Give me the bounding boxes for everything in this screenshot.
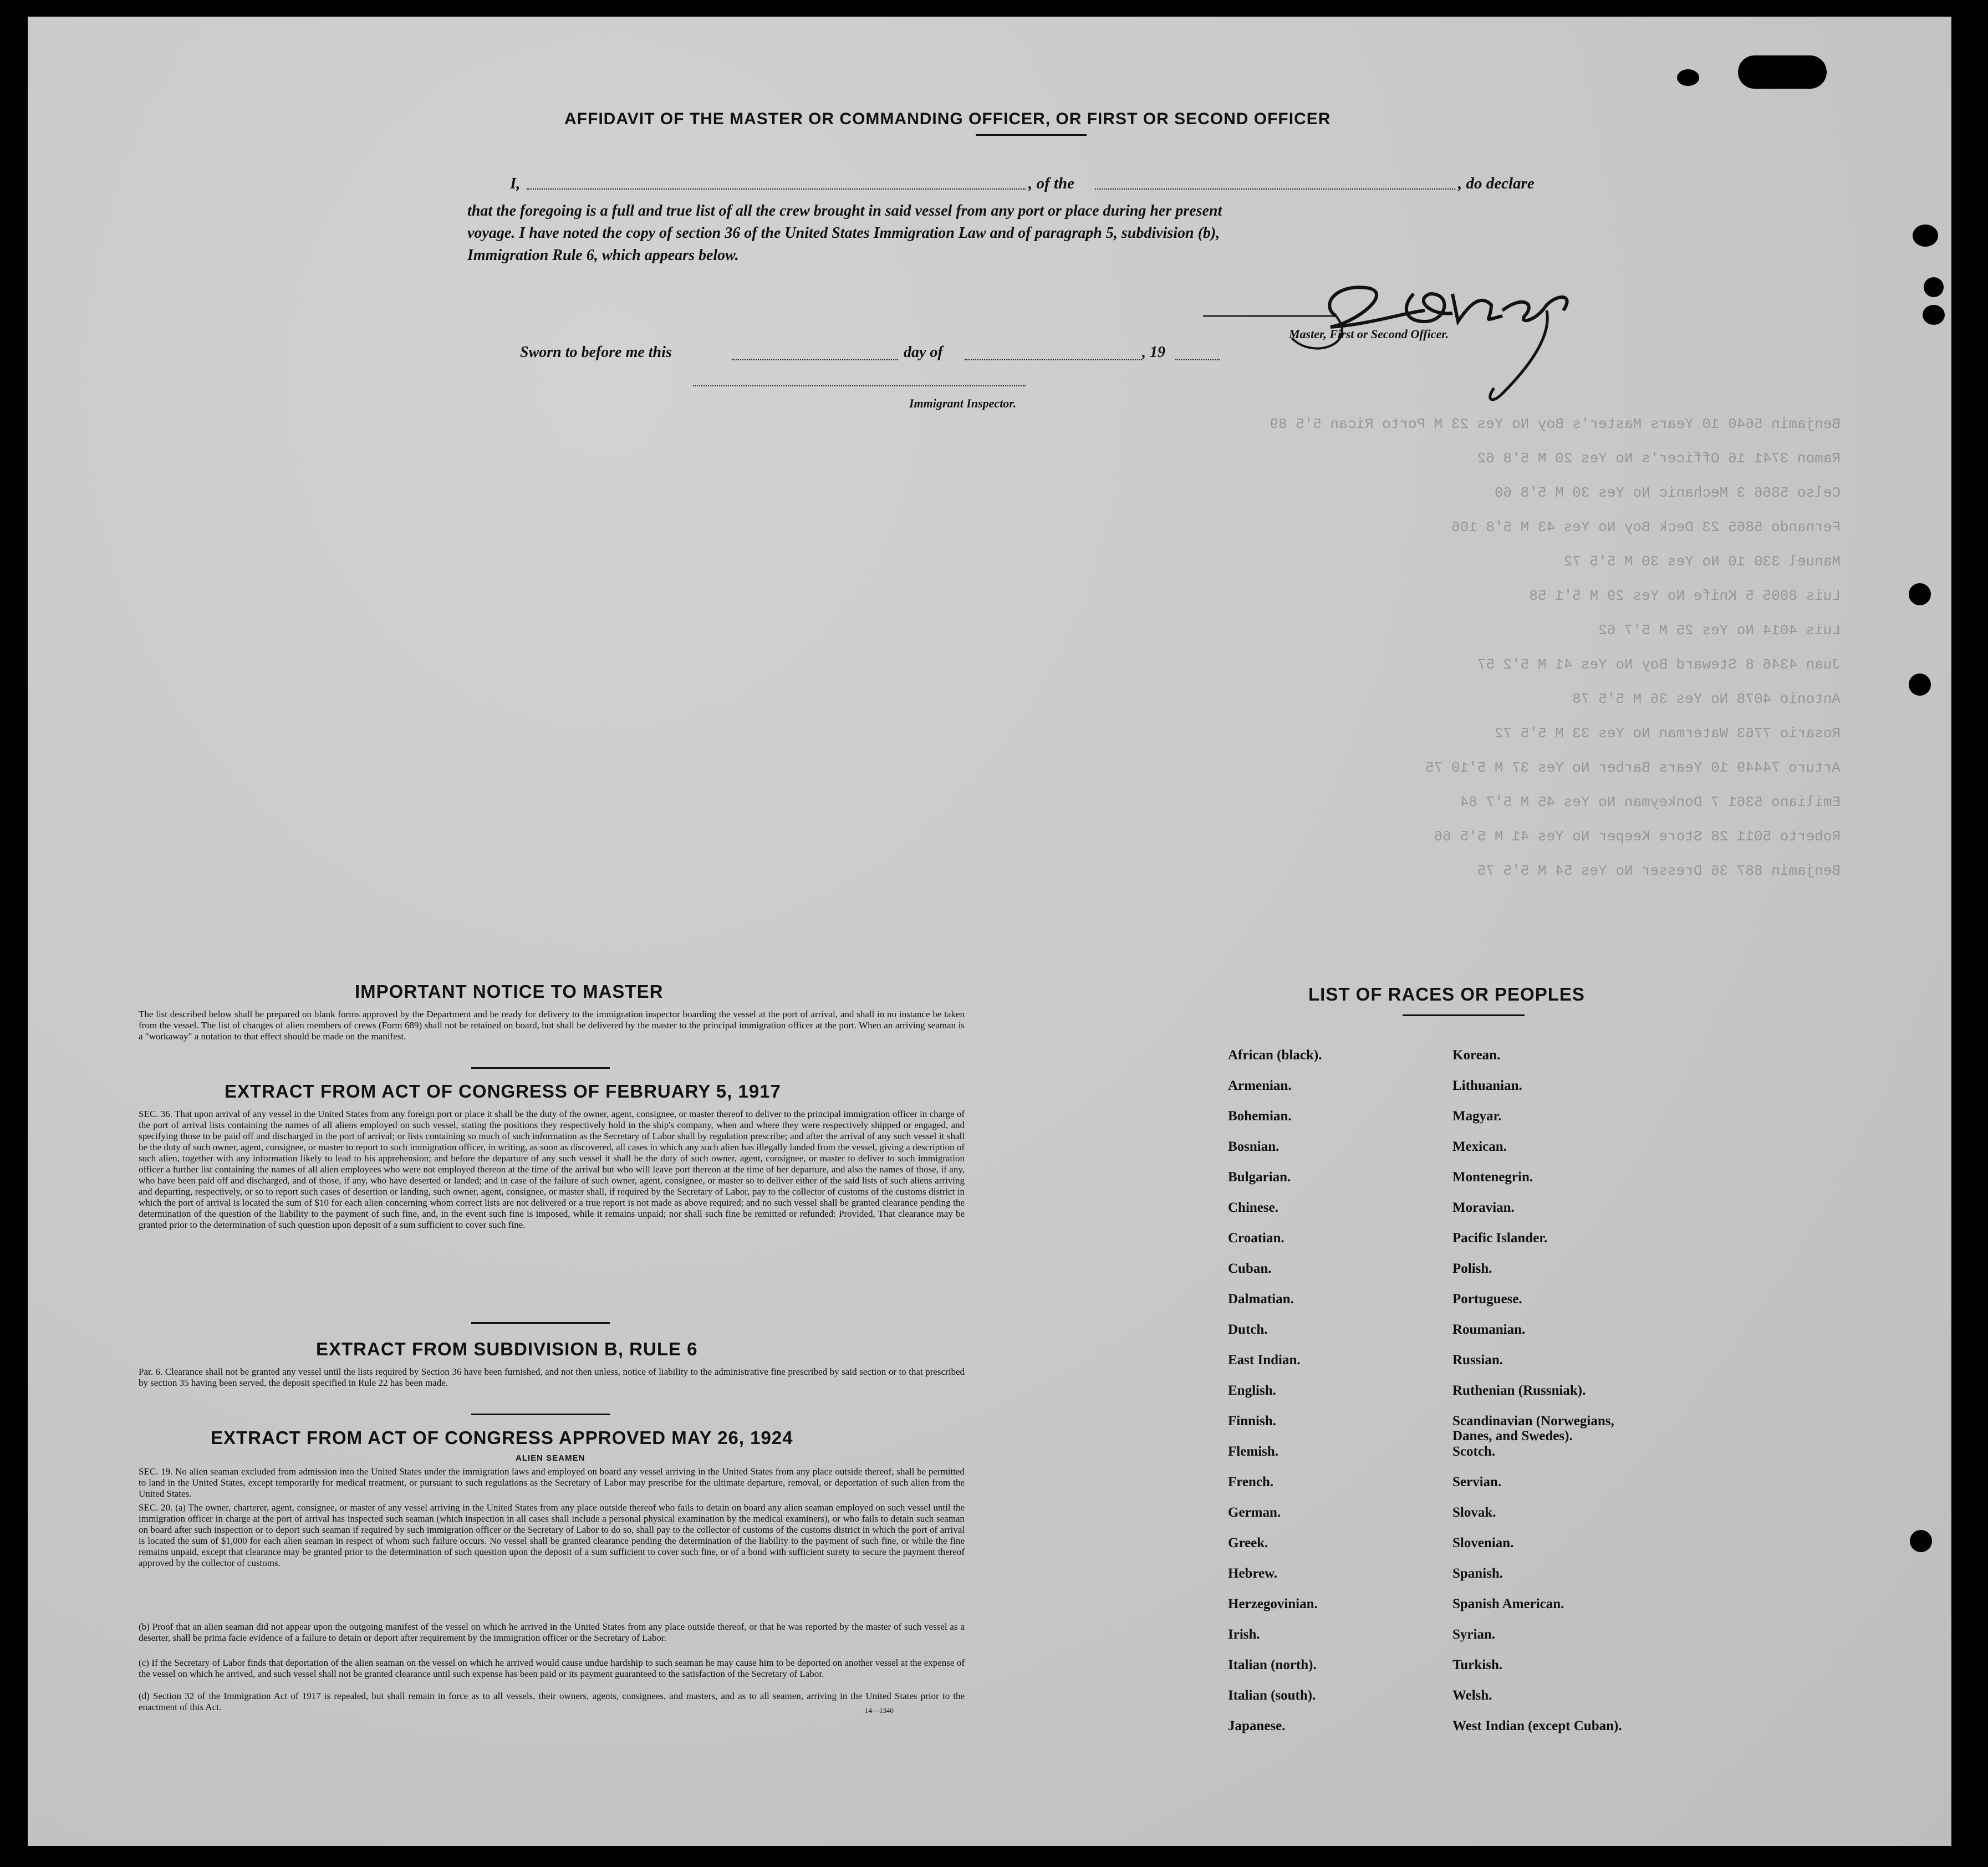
race-item: English. [1228, 1383, 1276, 1398]
race-item: Hebrew. [1228, 1566, 1278, 1581]
race-item: Syrian. [1452, 1627, 1496, 1642]
inspector-signature-blank[interactable] [693, 385, 1026, 386]
extract-1924-sec20d: (d) Section 32 of the Immigration Act of 1917 is repealed, but shall remain in force as to all vessels, their owners, agents, consignees, and masters, and as to all seamen, arriving in the United States prior to the enactment of this Act. [139, 1691, 965, 1712]
extract-1917-heading: EXTRACT FROM ACT OF CONGRESS OF FEBRUARY 5, 1917 [225, 1081, 781, 1101]
document-page [28, 17, 1951, 1846]
notice-heading: IMPORTANT NOTICE TO MASTER [355, 981, 664, 1002]
declaration-line-3: voyage. I have noted the copy of section 36 of the United States Immigration Law and of paragraph 5, subdivision (b), [467, 225, 1220, 242]
master-signature [1192, 272, 1613, 416]
ink-blot [1677, 69, 1699, 86]
bleedthrough-row: Arturo 74449 10 Years Barber No Yes 37 M 5'10 75 [1425, 759, 1841, 776]
race-item: Portuguese. [1452, 1292, 1522, 1307]
race-item: Dutch. [1228, 1322, 1268, 1337]
sworn-day-blank[interactable] [732, 359, 898, 360]
form-number: 14—1340 [865, 1706, 894, 1715]
sworn-month-blank[interactable] [965, 359, 1142, 360]
name-blank[interactable] [527, 188, 1026, 190]
race-item: French. [1228, 1475, 1274, 1489]
day-of-label: day of [904, 344, 943, 361]
punch-hole [1913, 225, 1938, 247]
punch-hole [1910, 1530, 1932, 1552]
race-item: Slovenian. [1452, 1536, 1514, 1550]
year-prefix: , 19 [1142, 344, 1165, 361]
race-item: West Indian (except Cuban). [1452, 1718, 1622, 1733]
race-item: Bulgarian. [1228, 1170, 1291, 1185]
race-item: African (black). [1228, 1048, 1322, 1063]
race-item: Scandinavian (Norwegians, Danes, and Swedes). [1452, 1414, 1614, 1443]
extract-1924-sec19: SEC. 19. No alien seaman excluded from admission into the United States under the immigration laws and employed on board any vessel arriving in the United States from any place outside thereof, shall be permitted to land in the United States, except temporarily for medical treatment, or pursuant to such regulations as the Secretary of Labor may prescribe for the ultimate departure, removal, or deportation of such alien from the United States. [139, 1466, 965, 1499]
races-rule [1403, 1014, 1525, 1016]
race-item: Pacific Islander. [1452, 1231, 1548, 1246]
notice-text: The list described below shall be prepared on blank forms approved by the Department and be ready for delivery to the immigration inspector boarding the vessel at the port of arrival, and shall in no instance be taken from the vessel. The list of changes of alien members of crews (Form 689) shall not be retained on board, but shall be delivered by the master to the principal immigration officer at the port. When an arriving seaman is a "workaway" a notation to that effect should be made on the manifest. [139, 1009, 965, 1042]
extract-1924-heading: EXTRACT FROM ACT OF CONGRESS APPROVED MAY 26, 1924 [211, 1427, 793, 1448]
signature-caption: Master, First or Second Officer. [1289, 327, 1449, 341]
extract-rule6-rule [471, 1414, 610, 1415]
extract-rule6-text: Par. 6. Clearance shall not be granted any vessel until the lists required by Section 36 have been furnished, and not then unless, notice of liability to the administrative fine prescribed by said section or to that prescribed by section 35 having been served, the deposit specified in Rule 22 has been made. [139, 1366, 965, 1388]
bleedthrough-row: Juan 4346 8 Steward Boy No Yes 41 M 5'2 57 [1477, 656, 1841, 673]
declare-label: , do declare [1458, 175, 1535, 192]
race-item: Japanese. [1228, 1718, 1286, 1733]
alien-seamen-subheading: ALIEN SEAMEN [516, 1453, 585, 1463]
extract-1924-sec20c: (c) If the Secretary of Labor finds that deportation of the alien seaman on the vessel on which he arrived would cause undue hardship to such seaman he may cause him to be deported on another vessel at the expense of the vessel on which he arrived, and such vessel shall not be granted clearance until such expense has been paid or its payment guaranteed to the satisfaction of the Secretary of Labor. [139, 1657, 965, 1679]
race-item: Magyar. [1452, 1109, 1502, 1124]
race-item: Italian (south). [1228, 1688, 1316, 1703]
race-item: Bosnian. [1228, 1139, 1280, 1154]
ink-blot [1738, 55, 1827, 89]
race-item: Polish. [1452, 1261, 1492, 1276]
affidavit-heading: AFFIDAVIT OF THE MASTER OR COMMANDING OFFICER, OR FIRST OR SECOND OFFICER [564, 110, 1331, 128]
heading-rule [976, 134, 1087, 136]
sworn-year-blank[interactable] [1175, 359, 1220, 360]
punch-hole [1923, 305, 1945, 325]
bleedthrough-row: Emiliano 5361 7 Donkeyman No Yes 45 M 5'7 84 [1460, 794, 1841, 810]
race-item: Greek. [1228, 1536, 1268, 1550]
race-item: Ruthenian (Russniak). [1452, 1383, 1586, 1398]
bleedthrough-row: Fernando 5865 23 Deck Boy No Yes 43 M 5'8 106 [1451, 519, 1841, 535]
race-item: Herzegovinian. [1228, 1596, 1318, 1611]
bleedthrough-row: Antonio 4078 No Yes 36 M 5'5 78 [1572, 691, 1841, 707]
notice-rule [471, 1067, 610, 1069]
race-item: Welsh. [1452, 1688, 1492, 1703]
inspector-caption: Immigrant Inspector. [909, 396, 1017, 410]
race-item: Dalmatian. [1228, 1292, 1294, 1307]
race-item: Chinese. [1228, 1200, 1278, 1215]
punch-hole [1924, 277, 1944, 297]
race-item: Spanish. [1452, 1566, 1503, 1581]
race-item: Roumanian. [1452, 1322, 1526, 1337]
race-item: Spanish American. [1452, 1596, 1564, 1611]
race-item: Korean. [1452, 1048, 1501, 1063]
of-the-label: , of the [1028, 175, 1074, 192]
race-item: Croatian. [1228, 1231, 1284, 1246]
extract-1917-text: SEC. 36. That upon arrival of any vessel in the United States from any foreign port or place it shall be the duty of the owner, agent, consignee, or master thereof to deliver to the principal immigration officer in charge of the port of arrival lists containing the names of all aliens employed on such vessel, stating the positions they respectively hold in the ship's company, when and where they were respectively shipped or engaged, and specifying those to be paid off and discharged in the port of arrival; or lists containing so much of such information as the Secretary of Labor shall by regulation prescribe; and after the arrival of any such vessel it shall be the duty of such owner, agent, consignee, or master to report to such immigration officer, in writing, as soon as discovered, all cases in which any such alien has illegally landed from the vessel, giving a description of such alien, together with any information likely to lead to his apprehension; and before the departure of any such vessel it shall be the duty of such owner, agent, consignee, or master to deliver to such immigration officer a further list containing the names of all alien employees who were not employed thereon at the time of the arrival but who will leave port thereon at the time of her departure, and also the names of those, if any, who have been paid off and discharged, and of those, if any, who have deserted or landed; and in case of the failure of such owner, agent, consignee, or master so to deliver either of the said lists of such aliens arriving and departing, respectively, or so to report such cases of desertion or landing, such owner, agent, consignee, or master shall, if required by the Secretary of Labor, pay to the collector of customs of the customs district in which the port of arrival is located the sum of $10 for each alien concerning whom correct lists are not delivered or a true report is not made as above required; and no such vessel shall be granted clearance pending the determination of the question of the liability to the payment of such fine, and, in the event such fine is imposed, while it remains unpaid; nor shall such fine be remitted or refunded: Provided, That clearance may be granted prior to the determination of such question upon deposit of a sum sufficient to cover such fine. [139, 1109, 965, 1230]
race-item: Mexican. [1452, 1139, 1507, 1154]
extract-1924-sec20a: SEC. 20. (a) The owner, charterer, agent, consignee, or master of any vessel arriving in the United States from any place outside thereof who fails to detain on board any alien seaman employed on such vessel until the immigration officer in charge at the port of arrival has inspected such seaman (which inspection in all cases shall include a personal physical examination by the medical examiners), or who fails to detain such seaman on board after such inspection or to deport such seaman if required by such immigration officer or the Secretary of Labor to do so, shall pay to the collector of customs of the customs district in which the port of arrival is located the sum of $1,000 for each alien seaman in respect of whom such failure occurs. No vessel shall be granted clearance pending the determination of the liability to the payment of such fine, or while the fine remains unpaid, except that clearance may be granted prior to the determination of such question upon the deposit of a sum sufficient to cover such fine, or of a bond with sufficient surety to secure the payment thereof approved by the collector of customs. [139, 1502, 965, 1568]
sworn-label: Sworn to before me this [520, 344, 672, 361]
extract-rule6-heading: EXTRACT FROM SUBDIVISION B, RULE 6 [316, 1339, 698, 1359]
race-item: Turkish. [1452, 1657, 1503, 1672]
race-item: Finnish. [1228, 1414, 1276, 1429]
race-item: Slovak. [1452, 1505, 1496, 1520]
bleedthrough-row: Luis 4014 No Yes 25 M 5'7 62 [1598, 622, 1841, 639]
extract-1924-sec20b: (b) Proof that an alien seaman did not appear upon the outgoing manifest of the vessel on which he arrived in the United States from any place outside thereof, or that he was reported by the master of such vessel as a deserter, shall be prima facie evidence of a failure to detain or deport after requirement by the immigration officer or the Secretary of Labor. [139, 1621, 965, 1643]
race-item: Scotch. [1452, 1444, 1496, 1459]
bleedthrough-row: Benjamin 5640 10 Years Master's Boy No Yes 23 M Porto Rican 5'5 89 [1270, 416, 1841, 432]
race-item: Russian. [1452, 1353, 1503, 1368]
race-item: Irish. [1228, 1627, 1260, 1642]
declaration-line-2: that the foregoing is a full and true list of all the crew brought in said vessel from any port or place during her present [467, 202, 1222, 220]
bleedthrough-row: Ramon 3741 16 Officer's No Yes 20 M 5'8 62 [1477, 450, 1841, 467]
race-item: Lithuanian. [1452, 1078, 1522, 1093]
punch-hole [1909, 674, 1931, 696]
race-item: German. [1228, 1505, 1281, 1520]
race-item: Bohemian. [1228, 1109, 1292, 1124]
bleedthrough-row: Roberto 5011 28 Store Keeper No Yes 41 M 5'5 66 [1434, 828, 1841, 845]
i-label: I, [510, 175, 521, 192]
races-heading: LIST OF RACES OR PEOPLES [1308, 984, 1585, 1004]
race-item: Armenian. [1228, 1078, 1292, 1093]
bleedthrough-row: Manuel 330 10 No Yes 30 M 5'5 72 [1563, 553, 1841, 570]
race-item: Italian (north). [1228, 1657, 1317, 1672]
punch-hole [1909, 583, 1931, 605]
extract-1917-rule [471, 1322, 610, 1324]
race-item: Moravian. [1452, 1200, 1515, 1215]
bleedthrough-row: Rosario 7763 Waterman No Yes 33 M 5'5 72 [1494, 725, 1841, 742]
bleedthrough-row: Benjamin 887 36 Dresser No Yes 54 M 5'5 75 [1477, 863, 1841, 879]
race-item: Montenegrin. [1452, 1170, 1533, 1185]
bleedthrough-row: Celso 5866 3 Mechanic No Yes 30 M 5'8 60 [1494, 484, 1841, 501]
vessel-blank[interactable] [1095, 188, 1455, 190]
race-item: Flemish. [1228, 1444, 1278, 1459]
race-item: Cuban. [1228, 1261, 1272, 1276]
bleedthrough-row: Luis 8005 5 Knife No Yes 29 M 5'1 58 [1529, 588, 1841, 604]
race-item: Servian. [1452, 1475, 1502, 1489]
race-item: East Indian. [1228, 1353, 1301, 1368]
declaration-line-4: Immigration Rule 6, which appears below. [467, 247, 739, 264]
